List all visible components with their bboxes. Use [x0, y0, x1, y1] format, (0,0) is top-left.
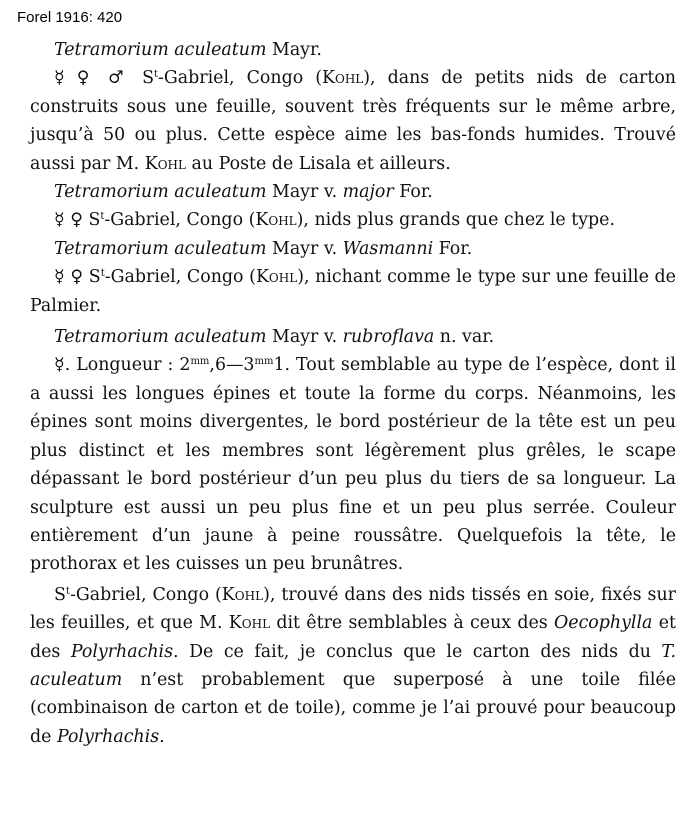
species-author: Mayr.	[266, 40, 322, 60]
collector-name: Kohl	[321, 68, 364, 89]
locality-rest: -Gabriel, Congo (	[158, 68, 322, 89]
species-name: Tetramorium aculeatum	[54, 182, 267, 203]
paragraph-text: ), trouvé dans des nids tissés en soie, fixés sur les feuilles, et que M.	[30, 584, 676, 634]
genus-name: Polyrhachis	[70, 641, 174, 662]
length-text: ,6—3	[209, 355, 255, 376]
locality-rest: -Gabriel, Congo (	[104, 267, 256, 288]
length-text: . Longueur : 2	[64, 355, 191, 376]
paragraph-text: dit être semblables à ceux des	[270, 613, 555, 634]
collector-name: Kohl	[221, 584, 264, 605]
page-text	[30, 36, 676, 751]
caste-symbols: ☿ ♀	[54, 210, 89, 231]
species-author: Mayr v.	[266, 238, 343, 259]
variety-author: For.	[393, 182, 433, 203]
paragraph-text: 1. Tout semblable au type de l’espèce, dont il a aussi les longues épines et toute la forme du corps. Néanmoins, les épines sont moins divergentes, le bord postérieur de la tête est un peu plus distinct et les membres sont légèrement plus grêles, le scape dépassant le bord postérieur d’un peu plus du tiers de sa longueur. La sculpture est aussi un peu plus fine et un peu plus serrée. Couleur entièrement d’un jaune à peine roussâtre. Quelquefois la tête, le prothorax et les cuisses un peu brunâtres.	[30, 355, 676, 575]
unit-superscript: mm	[254, 356, 274, 368]
collector-name: Kohl	[255, 210, 297, 231]
locality: S	[88, 210, 101, 231]
species-heading-aculeatum	[30, 36, 676, 64]
paragraph-text: ), nids plus grands que chez le type.	[296, 210, 615, 231]
species-name: Tetramorium aculeatum	[54, 238, 267, 259]
paragraph-wasmanni	[30, 263, 676, 320]
locality-superscript: t	[65, 585, 70, 597]
species-author: Mayr v.	[266, 327, 343, 348]
collector-name: Kohl	[255, 267, 298, 288]
variety-author: For.	[433, 238, 473, 259]
locality-rest: -Gabriel, Congo (	[104, 210, 256, 231]
variety-author: n. var.	[434, 327, 495, 348]
species-heading-major	[30, 178, 676, 206]
paragraph-text: .	[159, 726, 165, 747]
variety-name: rubroflava	[342, 327, 435, 348]
locality-rest: -Gabriel, Congo (	[69, 584, 222, 605]
locality-superscript: t	[100, 268, 105, 280]
caste-symbols: ☿ ♀	[54, 267, 89, 288]
genus-name: Oecophylla	[554, 613, 653, 634]
paragraph-text: et des	[30, 613, 676, 662]
paragraph-rubroflava-description	[30, 351, 676, 578]
caste-symbols: ☿ ♀ ♂	[54, 68, 143, 89]
species-name: T. aculeatum	[30, 641, 676, 690]
paragraph-text: . De ce fait, je conclus que le carton des nids du	[173, 641, 662, 662]
variety-name: major	[342, 182, 394, 203]
paragraph-rubroflava-habitat	[30, 581, 676, 751]
locality: S	[142, 68, 154, 89]
species-name: Tetramorium aculeatum	[54, 40, 267, 60]
paragraph-text: ), nichant comme le type sur une feuille de Palmier.	[30, 267, 676, 316]
paragraph-text: n’est probablement que superposé à une toile filée (combinaison de carton et de toile), comme je l’ai prouvé pour beaucoup de	[30, 669, 676, 747]
locality: S	[54, 584, 66, 605]
citation-header: Forel 1916: 420	[17, 9, 123, 26]
species-author: Mayr v.	[266, 182, 343, 203]
locality-superscript: t	[100, 211, 105, 223]
collector-name: Kohl	[144, 153, 186, 174]
species-heading-rubroflava	[30, 323, 676, 351]
species-heading-wasmanni	[30, 235, 676, 263]
paragraph-aculeatum	[30, 64, 676, 178]
species-name: Tetramorium aculeatum	[54, 327, 267, 348]
caste-symbol: ☿	[54, 355, 65, 376]
paragraph-major	[30, 206, 676, 234]
collector-name: Kohl	[228, 613, 271, 634]
locality-superscript: t	[154, 69, 159, 81]
locality: S	[88, 267, 101, 288]
variety-name: Wasmanni	[342, 238, 434, 259]
paragraph-text: ), dans de petits nids de carton construits sous une feuille, souvent très fréquents sur le même arbre, jusqu’à 50 ou plus. Cette espèce aime les bas-fonds humides. Trouvé aussi par M.	[30, 68, 676, 174]
unit-superscript: mm	[190, 356, 210, 368]
genus-name: Polyrhachis	[56, 726, 160, 747]
paragraph-text: au Poste de Lisala et ailleurs.	[185, 153, 451, 174]
